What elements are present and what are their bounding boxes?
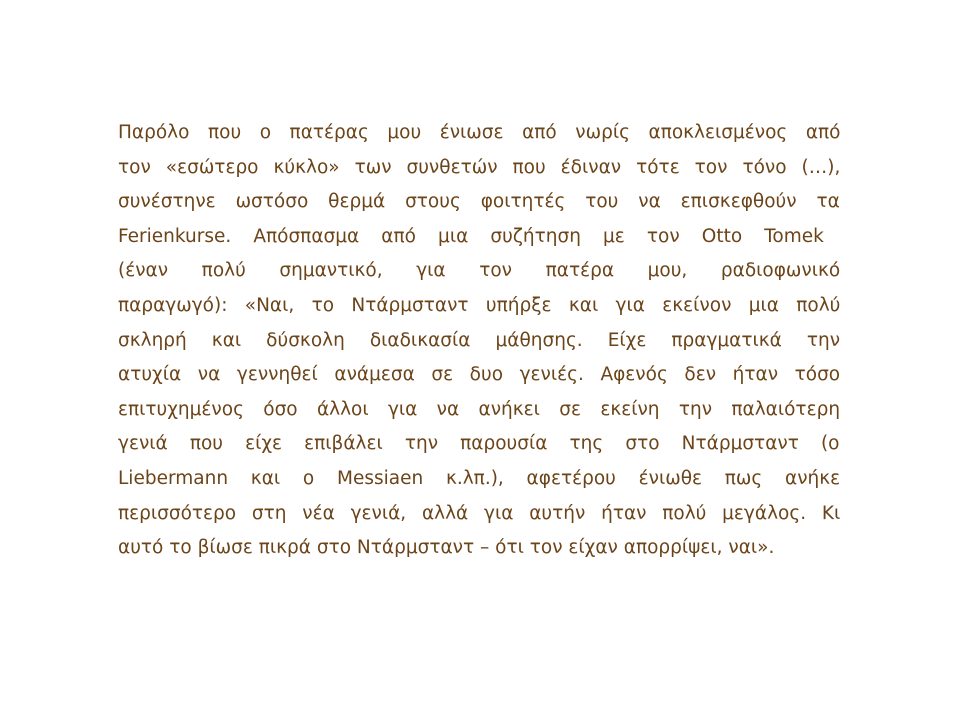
paragraph-line-2: τον «εσώτερο κύκλο» των συνθετών που έδιναν τότε τον τόνο (…), xyxy=(118,156,841,178)
paragraph-line-9: επιτυχημένος όσο άλλοι για να ανήκει σε εκείνη την παλαιότερη xyxy=(118,398,841,420)
paragraph-line-6: παραγωγό): «Ναι, το Ντάρμσταντ υπήρξε και για εκείνον μια πολύ xyxy=(118,294,841,316)
paragraph-line-11: Liebermann και ο Messiaen κ.λπ.), αφετέρου ένιωθε πως ανήκε xyxy=(118,467,841,489)
paragraph-line-7: σκληρή και δύσκολη διαδικασία μάθησης. Είχε πραγματικά την xyxy=(118,329,841,351)
paragraph-line-4: Ferienkurse. Απόσπασμα από μια συζήτηση με τον Otto Tomek xyxy=(118,225,824,247)
quote-paragraph xyxy=(118,116,840,566)
paragraph-line-8: ατυχία να γεννηθεί ανάμεσα σε δυο γενιές. Αφενός δεν ήταν τόσο xyxy=(118,364,841,386)
paragraph-line-3: συνέστηνε ωστόσο θερμά στους φοιτητές του να επισκεφθούν τα xyxy=(118,191,840,213)
paragraph-line-12: περισσότερο στη νέα γενιά, αλλά για αυτήν ήταν πολύ μεγάλος. Κι xyxy=(118,502,841,524)
paragraph-line-10: γενιά που είχε επιβάλει την παρουσία της στο Ντάρμσταντ (ο xyxy=(118,433,840,455)
paragraph-line-13: αυτό το βίωσε πικρά στο Ντάρμσταντ – ότι τον είχαν απορρίψει, ναι». xyxy=(118,537,775,559)
paragraph-line-5: (έναν πολύ σημαντικό, για τον πατέρα μου, ραδιοφωνικό xyxy=(118,260,841,282)
paragraph-line-1: Παρόλο που ο πατέρας μου ένιωσε από νωρίς αποκλεισμένος από xyxy=(118,122,841,143)
